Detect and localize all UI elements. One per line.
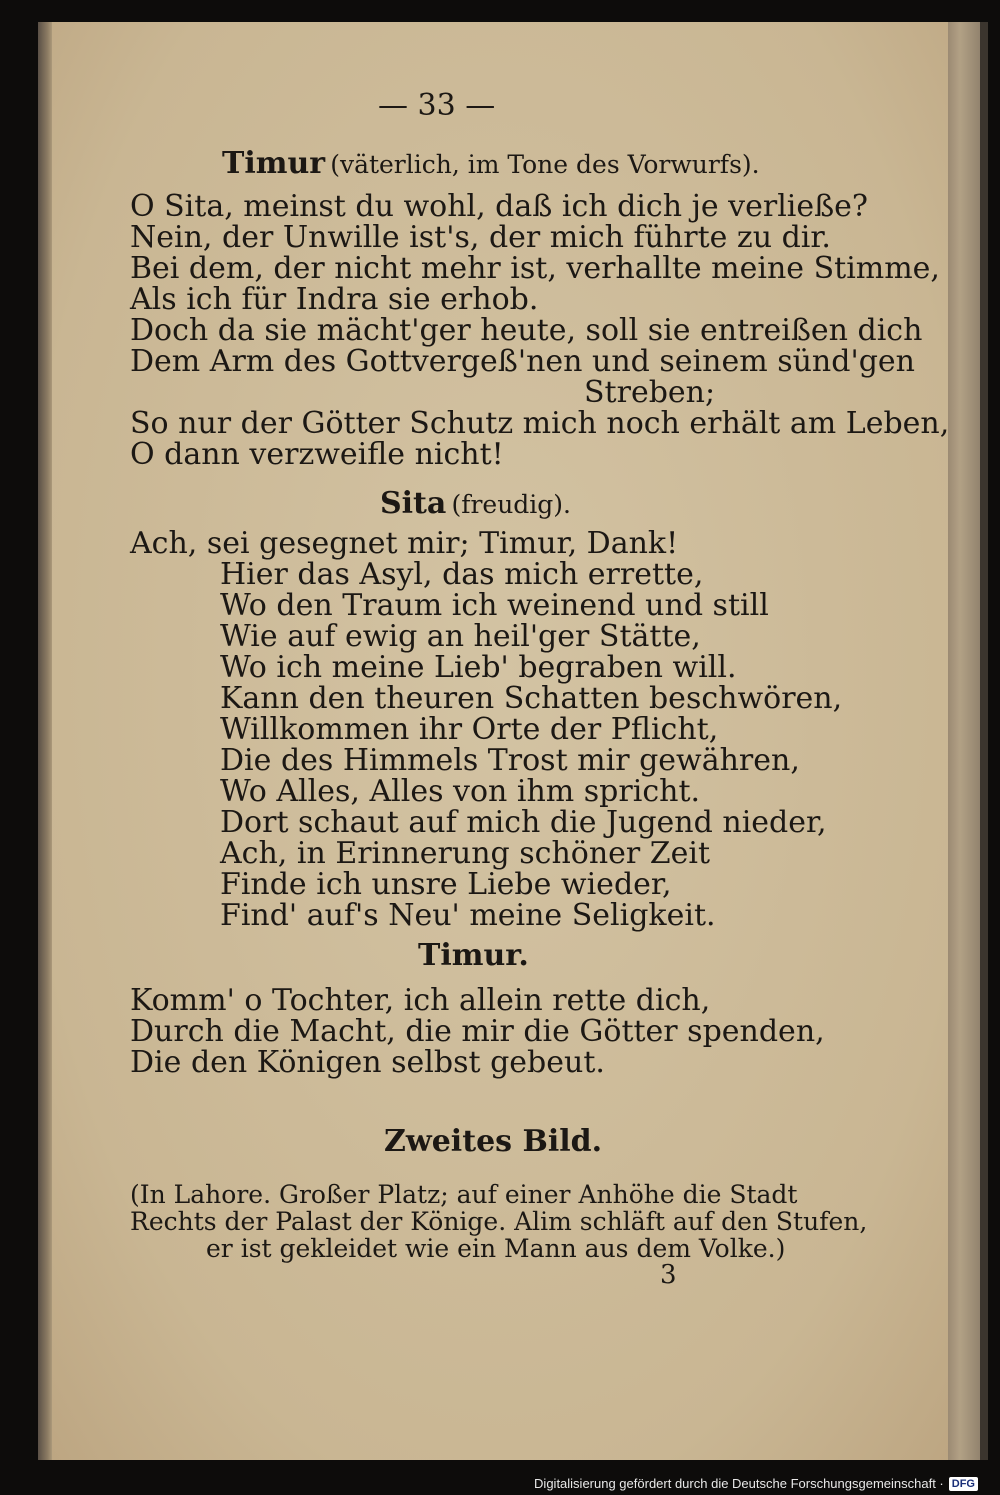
verse-line: Durch die Macht, die mir die Götter spenden, bbox=[130, 1014, 825, 1049]
verse-line: Ach, sei gesegnet mir; Timur, Dank! bbox=[130, 526, 679, 561]
verse-line: Wo den Traum ich weinend und still bbox=[220, 588, 769, 623]
stage-direction: (freudig). bbox=[451, 490, 572, 519]
speaker-name: Sita bbox=[380, 486, 447, 521]
verse-line: Wo ich meine Lieb' begraben will. bbox=[220, 650, 737, 685]
verse-line: Finde ich unsre Liebe wieder, bbox=[220, 867, 672, 902]
verse-line: Hier das Asyl, das mich errette, bbox=[220, 557, 704, 592]
page-number: — 33 — bbox=[378, 88, 496, 123]
verse-line: Kann den theuren Schatten beschwören, bbox=[220, 681, 843, 716]
verse-line: Die des Himmels Trost mir gewähren, bbox=[220, 743, 800, 778]
scene-heading: Zweites Bild. bbox=[384, 1124, 603, 1159]
book-spine-edge bbox=[980, 22, 988, 1460]
digitization-credit bbox=[534, 1476, 978, 1491]
verse-line: Wo Alles, Alles von ihm spricht. bbox=[220, 774, 701, 809]
book-spine bbox=[948, 22, 982, 1460]
verse-line: Komm' o Tochter, ich allein rette dich, bbox=[130, 983, 711, 1018]
verse-line: Bei dem, der nicht mehr ist, verhallte meine Stimme, bbox=[130, 251, 940, 286]
dfg-logo-icon: DFG bbox=[949, 1477, 978, 1491]
verse-line: So nur der Götter Schutz mich noch erhält am Leben, bbox=[130, 406, 950, 441]
verse-line: O dann verzweifle nicht! bbox=[130, 437, 504, 472]
speaker-name: Timur bbox=[222, 146, 326, 181]
speaker-heading bbox=[380, 486, 571, 521]
speaker-name: Timur. bbox=[418, 938, 529, 973]
verse-line-continued: Streben; bbox=[584, 375, 716, 410]
stage-direction: (väterlich, im Tone des Vorwurfs). bbox=[330, 150, 760, 179]
stage-direction-line: er ist gekleidet wie ein Mann aus dem Volke.) bbox=[206, 1234, 786, 1263]
verse-line: Nein, der Unwille ist's, der mich führte zu dir. bbox=[130, 220, 831, 255]
signature-mark: 3 bbox=[660, 1260, 677, 1290]
stage-direction-line: (In Lahore. Großer Platz; auf einer Anhöhe die Stadt bbox=[130, 1180, 798, 1209]
verse-line: Willkommen ihr Orte der Pflicht, bbox=[220, 712, 719, 747]
verse-line: Dem Arm des Gottvergeß'nen und seinem sünd'gen bbox=[130, 344, 915, 379]
verse-line: Doch da sie mächt'ger heute, soll sie entreißen dich bbox=[130, 313, 923, 348]
verse-line: Dort schaut auf mich die Jugend nieder, bbox=[220, 805, 827, 840]
credit-text: Digitalisierung gefördert durch die Deutsche Forschungsgemeinschaft · bbox=[534, 1476, 944, 1491]
stage-direction-line: Rechts der Palast der Könige. Alim schläft auf den Stufen, bbox=[130, 1207, 868, 1236]
speaker-heading bbox=[222, 146, 760, 181]
verse-line: Als ich für Indra sie erhob. bbox=[130, 282, 539, 317]
verse-line: O Sita, meinst du wohl, daß ich dich je verließe? bbox=[130, 189, 869, 224]
verse-line: Find' auf's Neu' meine Seligkeit. bbox=[220, 898, 716, 933]
verse-line: Die den Königen selbst gebeut. bbox=[130, 1045, 605, 1080]
verse-line: Ach, in Erinnerung schöner Zeit bbox=[220, 836, 711, 871]
verse-line: Wie auf ewig an heil'ger Stätte, bbox=[220, 619, 701, 654]
